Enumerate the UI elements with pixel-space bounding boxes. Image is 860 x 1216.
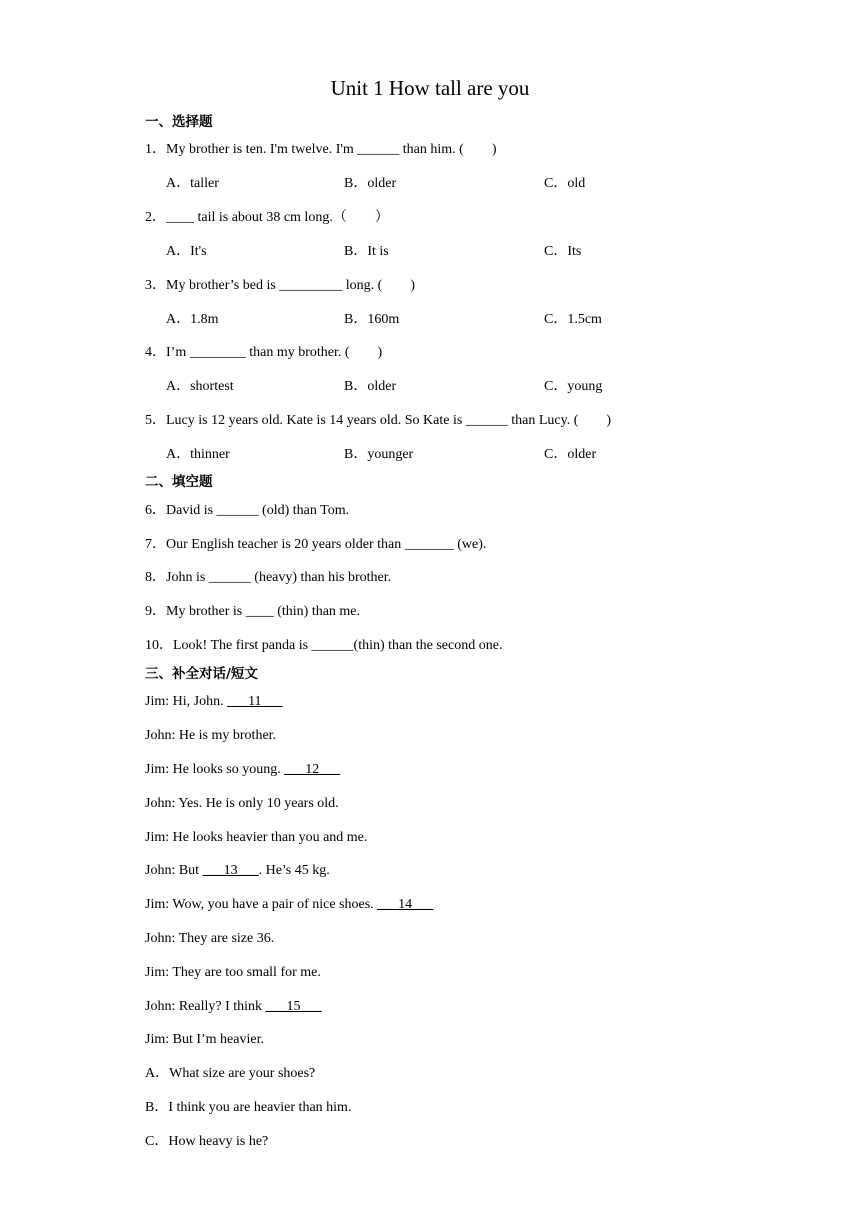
question-5: 5．Lucy is 12 years old. Kate is 14 years old. So Kate is ______ than Lucy. ( ) [145,413,612,428]
dialogue-line-8 [145,929,274,949]
blank-11: ___11___ [227,694,283,709]
dialogue-text: John: Really? I think [145,999,266,1014]
dialogue-text: John: He is my brother. [145,728,277,743]
q5-option-b: B．younger [344,447,414,462]
answer-option-b: B．I think you are heavier than him. [145,1100,352,1115]
q3-option-b: B．160m [344,312,400,327]
q1-option-a: A．taller [166,176,219,191]
q3-option-c: C．1.5cm [544,312,602,327]
section-heading-multiple-choice: 一、选择题 [145,114,213,130]
dialogue-line-5 [145,828,367,848]
blank-13: ___13___ [202,863,259,878]
question-7: 7．Our English teacher is 20 years older than _______ (we). [145,537,487,552]
answer-option-a: A．What size are your shoes? [145,1066,316,1081]
dialogue-line-1 [145,692,283,712]
blank-12: ___12___ [284,762,341,777]
dialogue-text: John: They are size 36. [145,931,275,946]
question-3: 3．My brother’s bed is _________ long. ( ) [145,278,415,293]
dialogue-text: Jim: Wow, you have a pair of nice shoes. [145,897,378,912]
dialogue-text: Jim: But I’m heavier. [145,1032,264,1047]
q5-option-c: C．older [544,447,597,462]
question-4: 4．I’m ________ than my brother. ( ) [145,345,383,360]
dialogue-text: Jim: He looks so young. [145,762,285,777]
dialogue-text: John: But [145,863,203,878]
answer-option-c: C．How heavy is he? [145,1134,269,1149]
dialogue-line-6 [145,861,330,881]
q5-option-a: A．thinner [166,447,230,462]
q4-option-c: C．young [544,379,603,394]
dialogue-text: John: Yes. He is only 10 years old. [145,796,339,811]
question-9: 9．My brother is ____ (thin) than me. [145,604,361,619]
dialogue-line-10 [145,997,322,1017]
q3-option-a: A．1.8m [166,312,219,327]
question-6: 6．David is ______ (old) than Tom. [145,503,350,518]
q2-option-b: B．It is [344,244,389,259]
dialogue-text: Jim: They are too small for me. [145,965,321,980]
q4-option-a: A．shortest [166,379,234,394]
q1-option-b: B．older [344,176,397,191]
section-heading-fill-in: 二、填空题 [145,474,213,490]
q1-option-c: C．old [544,176,586,191]
dialogue-line-2 [145,726,276,746]
q2-option-c: C．Its [544,244,582,259]
dialogue-text-tail: . He’s 45 kg. [258,863,330,878]
question-10: 10．Look! The first panda is ______(thin) than the second one. [145,638,503,653]
section-heading-dialogue: 三、补全对话/短文 [145,666,258,682]
dialogue-text: Jim: He looks heavier than you and me. [145,830,368,845]
dialogue-line-11 [145,1030,264,1050]
dialogue-line-3 [145,760,340,780]
page-title: Unit 1 How tall are you [330,76,530,100]
dialogue-line-9 [145,963,321,983]
dialogue-line-4 [145,794,339,814]
dialogue-line-7 [145,895,433,915]
blank-14: ___14___ [377,897,434,912]
q2-option-a: A．It's [166,244,207,259]
dialogue-text: Jim: Hi, John. [145,694,228,709]
question-2: 2．____ tail is about 38 cm long.（ ） [145,210,389,225]
q4-option-b: B．older [344,379,397,394]
question-8: 8．John is ______ (heavy) than his brother. [145,570,392,585]
question-1: 1．My brother is ten. I'm twelve. I'm ______ than him. ( ) [145,142,497,157]
blank-15: ___15___ [265,999,322,1014]
